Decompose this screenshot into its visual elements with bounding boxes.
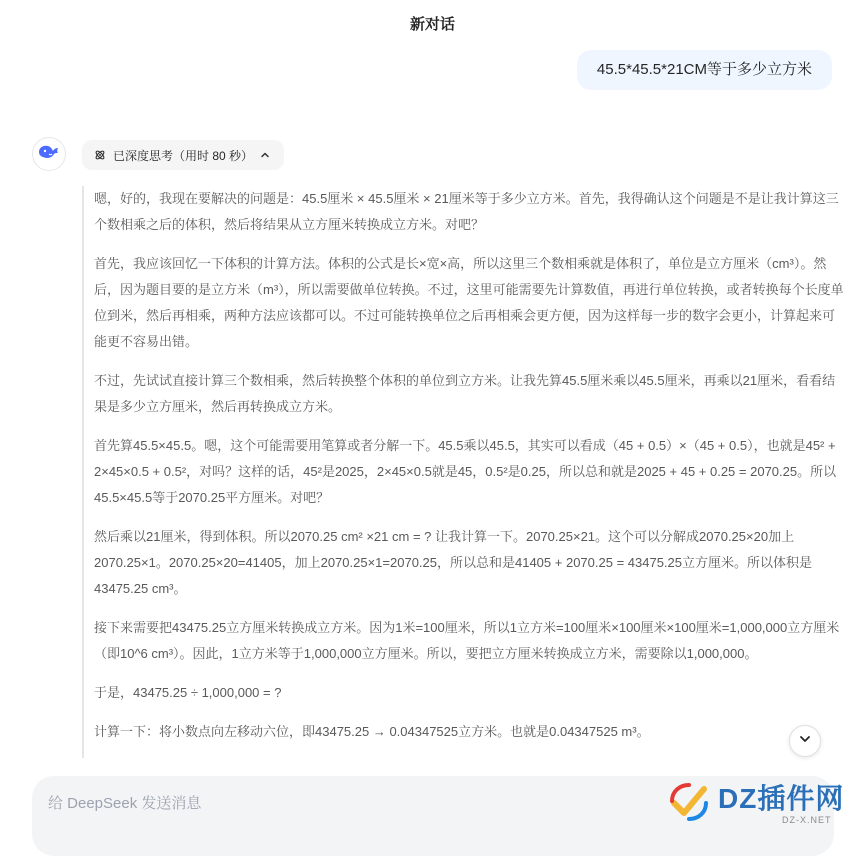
dz-logo-icon: [666, 779, 712, 830]
thinking-paragraph: 接下来需要把43475.25立方厘米转换成立方米。因为1米=100厘米，所以1立方米=100厘米×100厘米×100厘米=1,000,000立方厘米（即10^6 cm³）。因此，1立方米等于1,000,000立方厘米。所以，要把立方厘米转换成立方米，需要除以1,000,000。: [94, 620, 840, 661]
chevron-up-icon: [260, 150, 270, 160]
watermark-brand: DZ插件网: [718, 782, 845, 814]
site-watermark: [666, 774, 856, 834]
thinking-paragraph: 首先，我应该回忆一下体积的计算方法。体积的公式是长×宽×高，所以这里三个数相乘就是体积了，单位是立方厘米（cm³）。然后，因为题目要的是立方米（m³），所以需要做单位转换。不过，这里可能需要先计算数值，再进行单位转换，或者转换每个长度单位到米，然后再相乘，两种方法应该都可以。不过可能转换单位之后再相乘会更方便，因为这样每一步的数字会更小，计算起来可能更不容易出错。: [94, 256, 844, 349]
thinking-paragraph: 不过，先试试直接计算三个数相乘，然后转换整个体积的单位到立方米。让我先算45.5厘米乘以45.5厘米，再乘以21厘米，看看结果是多少立方厘米，然后再转换成立方米。: [94, 373, 836, 414]
atom-icon: [94, 149, 106, 161]
assistant-avatar: [32, 137, 66, 171]
page-title: 新对话: [409, 16, 455, 33]
deep-think-toggle[interactable]: [82, 140, 284, 170]
user-message-bubble: 45.5*45.5*21CM等于多少立方米: [577, 50, 832, 90]
chevron-down-icon: [798, 732, 812, 751]
deep-think-label: 已深度思考（用时 80 秒）: [113, 148, 254, 163]
composer-placeholder: 给 DeepSeek 发送消息: [48, 795, 202, 812]
thinking-paragraph: 然后乘以21厘米，得到体积。所以2070.25 cm² ×21 cm = ? 让我计算一下。2070.25×21。这个可以分解成2070.25×20加上2070.25×1。2070.25×20=41405，加上2070.25×1=2070.25，所以总和是41405 + 2070.25 = 43475.25立方厘米。所以体积是43475.25 cm³。: [94, 529, 812, 596]
thinking-paragraph: 于是，43475.25 ÷ 1,000,000 = ?: [94, 685, 282, 700]
deepseek-whale-icon: [37, 143, 61, 166]
scroll-to-bottom-button[interactable]: [789, 725, 821, 757]
thinking-paragraph: 计算一下：将小数点向左移动六位，即43475.25 → 0.04347525立方米。也就是0.04347525 m³。: [94, 724, 650, 739]
watermark-site: DZ-X.NET: [782, 814, 832, 825]
thinking-content: [82, 186, 846, 758]
thinking-paragraph: 首先算45.5×45.5。嗯，这个可能需要用笔算或者分解一下。45.5乘以45.5，其实可以看成（45 + 0.5）×（45 + 0.5），也就是45² + 2×45×0.5 + 0.5²，对吗？这样的话，45²是2025，2×45×0.5就是45，0.5²是0.25，所以总和就是2025 + 45 + 0.25 = 2070.25。所以45.5×45.5等于2070.25平方厘米。对吧？: [94, 438, 837, 505]
thinking-paragraph: 嗯，好的，我现在要解决的问题是：45.5厘米 × 45.5厘米 × 21厘米等于多少立方米。首先，我得确认这个问题是不是让我计算这三个数相乘之后的体积，然后将结果从立方厘米转换成立方米。对吧？: [94, 191, 839, 232]
